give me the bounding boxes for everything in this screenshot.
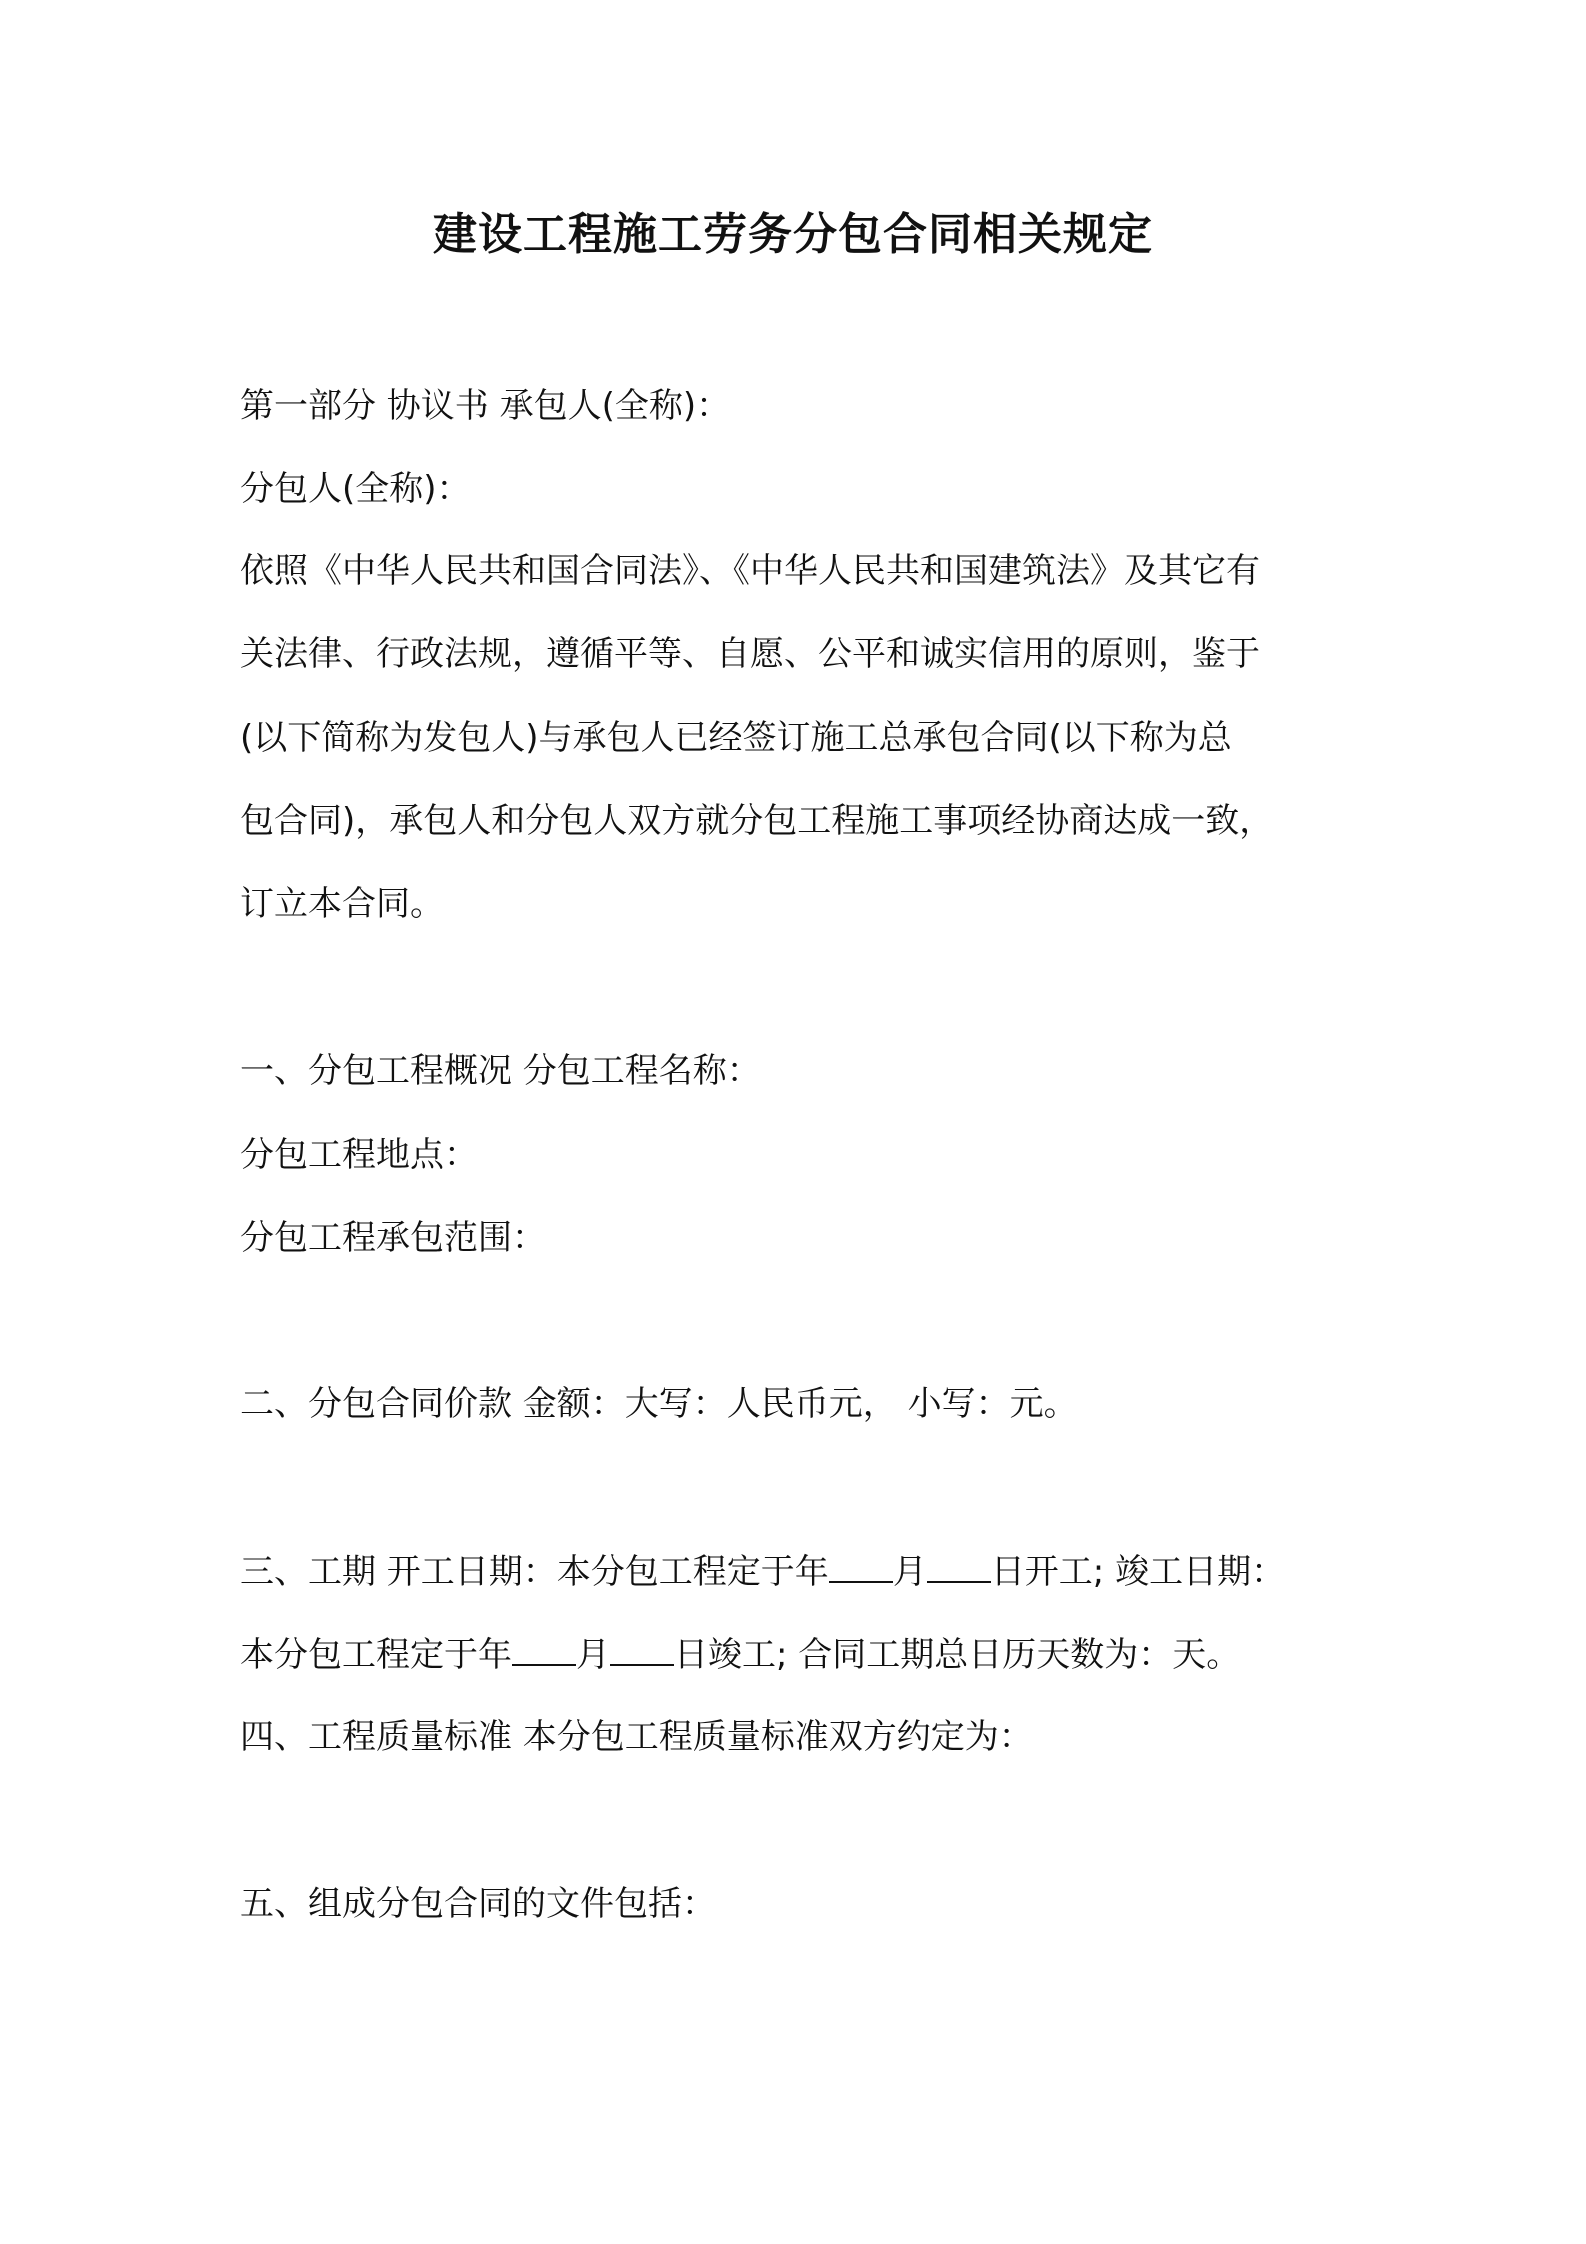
month-blank-1 (829, 1547, 893, 1583)
day-blank-1 (927, 1547, 991, 1583)
section-five-line-1: 五、组成分包合同的文件包括： (240, 1884, 716, 1924)
part-one-line-5: (以下简称为发包人)与承包人已经签订施工总承包合同(以下称为总 (240, 718, 1232, 758)
part-one-line-4: 关法律、行政法规，遵循平等、自愿、公平和诚实信用的原则，鉴于 (240, 634, 1260, 674)
day-blank-2 (610, 1630, 674, 1666)
section-three-line-1-part-c: 日开工; 竣工日期： (990, 1552, 1286, 1592)
part-one-line-3: 依照《中华人民共和国合同法》、《中华人民共和国建筑法》及其它有 (240, 551, 1260, 591)
section-three-line-1 (240, 1547, 1285, 1596)
section-four-line-1: 四、工程质量标准 本分包工程质量标准双方约定为： (240, 1717, 1033, 1757)
section-three-line-2 (240, 1630, 1240, 1679)
section-three-line-2-part-c: 日竣工; 合同工期总日历天数为：天。 (674, 1635, 1241, 1675)
section-three-line-2-part-a: 本分包工程定于年 (240, 1635, 512, 1675)
part-one-line-6: 包合同)，承包人和分包人双方就分包工程施工事项经协商达成一致， (240, 801, 1274, 841)
part-one-line-2: 分包人(全称)： (240, 469, 471, 509)
section-three-line-1-part-a: 三、工期 开工日期：本分包工程定于年 (240, 1552, 829, 1592)
month-blank-2 (512, 1630, 576, 1666)
section-three-line-2-part-b: 月 (576, 1635, 610, 1675)
section-three-line-1-part-b: 月 (892, 1552, 927, 1592)
part-one-line-7: 订立本合同。 (240, 884, 444, 924)
part-one-line-1: 第一部分 协议书 承包人(全称)： (240, 386, 731, 426)
section-one-line-3: 分包工程承包范围： (240, 1218, 546, 1258)
document-title: 建设工程施工劳务分包合同相关规定 (433, 209, 1153, 260)
section-two-line-1: 二、分包合同价款 金额：大写：人民币元， 小写：元。 (240, 1384, 1078, 1424)
section-one-line-1: 一、分包工程概况 分包工程名称： (240, 1051, 761, 1091)
section-one-line-2: 分包工程地点： (240, 1135, 478, 1175)
